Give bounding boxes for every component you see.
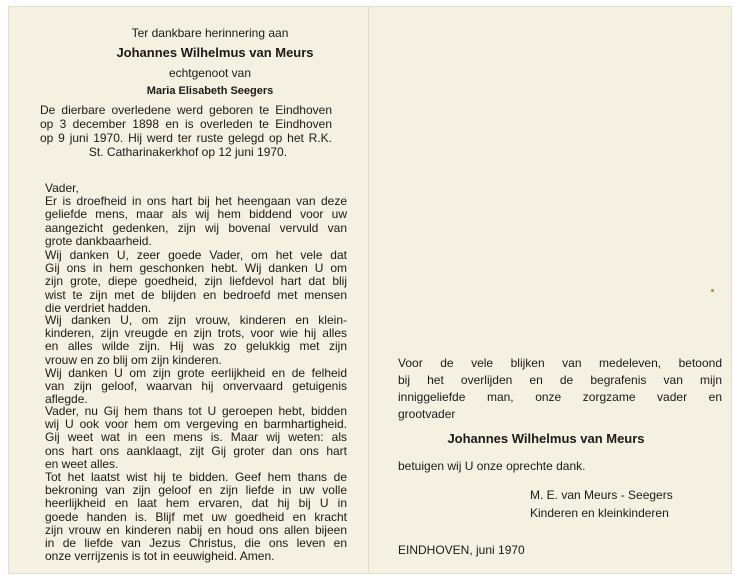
prayer-line: Vader, nu Gij hem thans tot U geroepen hebt, bidden [45,404,347,418]
bio-line: De dierbare overledene werd geboren te Eindhoven [40,103,332,117]
prayer-line: grote dankbaarheid. [45,233,152,248]
prayer-line: aflegde. [45,392,88,407]
bio-line: op 3 december 1898 en is overleden te Eindhoven [40,117,332,131]
paper-speck [711,289,714,292]
family-line: Kinderen en kleinkinderen [530,506,669,520]
deceased-name: Johannes Wilhelmus van Meurs [116,45,314,60]
prayer-line: aangezicht gedenken, zijn wij bovenal vervuld van [45,220,347,235]
prayer-line: heerlijkheid en laat hem ervaren, dat hij bij U in [45,496,347,511]
bio-line: St. Catharinakerkhof op 12 juni 1970. [88,145,288,159]
bio-line: op 9 juni 1970. Hij werd ter ruste gelegd op het R.K. [40,131,332,145]
prayer-line: wij U ook voor hem om vergeving en barmhartigheid. [45,417,347,432]
thanks-closing: betuigen wij U onze oprechte dank. [398,459,586,473]
prayer-line: die verdriet hadden. [45,300,152,315]
prayer-line: geliefde mens, maar als wij hem biddend voor uw [45,207,347,222]
prayer-line: Wij danken U, zeer goede Vader, om het vele dat [45,248,347,262]
prayer-line: Wij danken U om zijn grote eerlijkheid en de felheid [45,365,347,380]
prayer-line: ons hart ons aanklaagt, zijt Gij groter dan ons hart [45,443,347,458]
prayer-line: goede handen is. Blijf met uw goedheid en kracht [45,509,347,524]
right-deceased-name: Johannes Wilhelmus van Meurs [447,431,645,446]
card-fold [368,6,369,572]
prayer-line: zijn vrouw en kinderen nabij en houd ons allen bijeen [45,522,347,537]
prayer-line: in de liefde van Jezus Christus, die ons leven en [45,536,347,550]
place-date: EINDHOVEN, juni 1970 [398,543,525,557]
intro-line: Ter dankbare herinnering aan [131,26,289,40]
prayer-line: en weet alles. [45,456,119,471]
prayer-line: Vader, [45,181,79,195]
prayer-line: vrouw en zo blij om zijn kinderen. [45,352,222,367]
prayer-line: kinderen, zijn vreugde en zijn trots, voor wie hij alles [45,326,347,341]
spouse-name: Maria Elisabeth Seegers [146,85,274,97]
prayer-line: Tot het laatst wist hij te bidden. Geef hem thans de [45,470,347,484]
thanks-line: Voor de vele blijken van medeleven, betoond [398,356,722,370]
thanks-line: inniggeliefde man, onze zorgzame vader en [398,390,722,404]
prayer-line: zijn grote, diepe goedheid, zijn liefdevol hart dat blij [45,274,347,289]
signature: M. E. van Meurs - Seegers [530,488,673,502]
prayer-line: Gij ons in hem geschonken hebt. Wij danken U om [45,261,347,276]
prayer-line: bekroning van zijn geloof en zijn liefde in uw volle [45,483,347,498]
prayer-line: Er is droefheid in ons hart bij het heengaan van deze [45,194,347,209]
prayer-line: Wij danken U, om zijn vrouw, kinderen en klein- [45,313,347,327]
prayer-line: Gij weet wat in een mens is. Maar wij weten: als [45,430,347,445]
prayer-line: wist te zijn met de blijden en bedroefd met mensen [45,287,347,302]
thanks-line: grootvader [398,407,456,421]
prayer-line: onze verrijzenis is tot in eeuwigheid. Amen. [45,549,275,564]
thanks-line: bij het overlijden en de begrafenis van mijn [398,373,722,387]
relation-line: echtgenoot van [168,66,252,80]
prayer-line: van zijn geloof, waarvan hij onvervaard getuigenis [45,379,347,393]
prayer-line: en alles wilde zijn. Hij was zo gelukkig met zijn [45,339,347,354]
